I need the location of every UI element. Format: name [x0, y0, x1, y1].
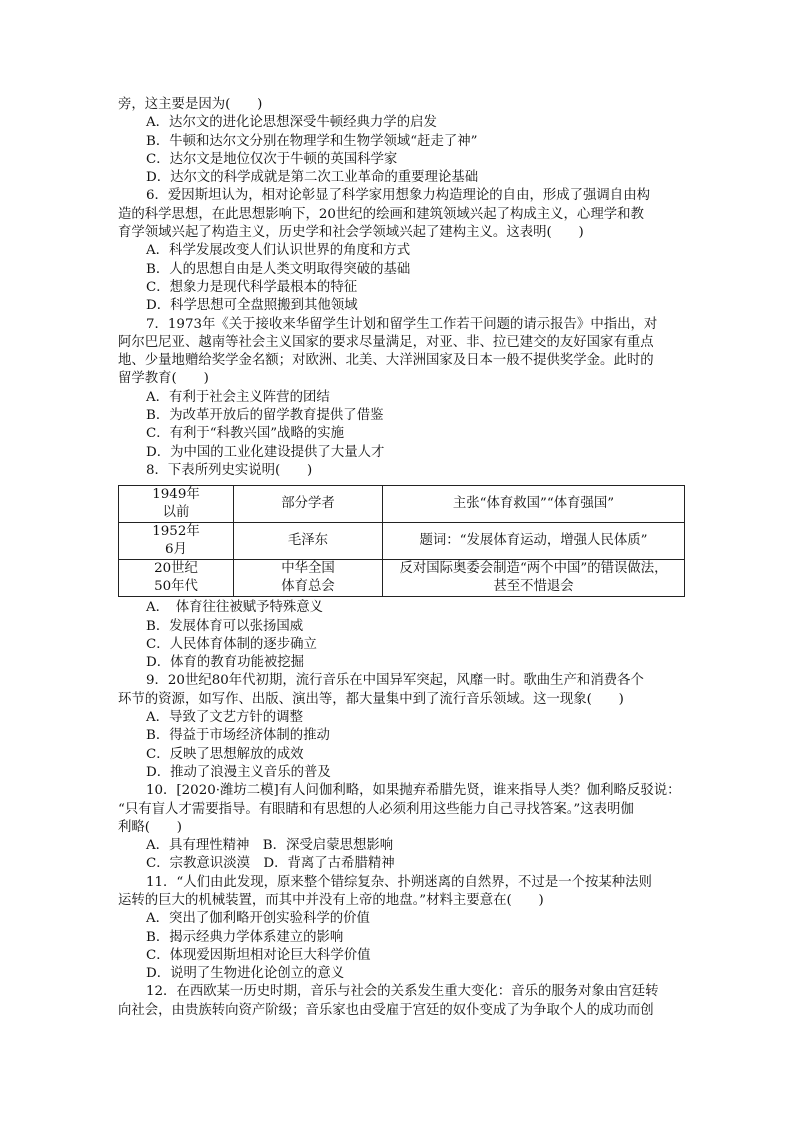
answer-option-line: D．科学思想可全盘照搬到其他领域 — [146, 298, 358, 314]
table-cell-text: 1952年 — [152, 524, 200, 540]
answer-option-line: D．体育的教育功能被挖掘 — [146, 655, 305, 671]
answer-option-line: C．想象力是现代科学最根本的特征 — [146, 279, 358, 295]
table-cell-text: 题词：“发展体育运动，增强人民体质” — [419, 533, 648, 549]
answer-option-line: A．科学发展改变人们认识世界的角度和方式 — [146, 243, 411, 259]
answer-option-line: A．具有理性精神 B．深受启蒙思想影响 — [146, 838, 394, 854]
answer-option-line: D．说明了生物进化论创立的意义 — [146, 966, 345, 982]
answer-option-line: D．推动了浪漫主义音乐的普及 — [146, 764, 331, 780]
table-cell-text: 20世纪 — [154, 561, 198, 577]
table-cell-actor — [234, 486, 383, 523]
table-cell-text: 部分学者 — [281, 496, 335, 512]
question-text-line: 利略( ) — [118, 819, 183, 835]
question-text-line: 环节的资源，如写作、出版、演出等，都大量集中到了流行音乐领域。这一现象( ) — [118, 691, 624, 707]
question-text-line: 向社会，由贵族转向资产阶级；音乐家也由受雇于宫廷的奴仆变成了为争取个人的成功而创 — [118, 1002, 654, 1018]
answer-option-line: A．突出了伽利略开创实验科学的价值 — [146, 911, 370, 927]
answer-option-line: C．体现爱因斯坦相对论巨大科学价值 — [146, 947, 371, 963]
question-stem-line: 11．“人们由此发现，原来整个错综复杂、扑朔迷离的自然界，不过是一个按某种法则 — [146, 874, 652, 890]
history-facts-table — [118, 485, 685, 597]
answer-option-line: C．人民体育体制的逐步确立 — [146, 636, 317, 652]
table-cell-text: 反对国际奥委会制造“两个中国”的错误做法， — [399, 561, 668, 577]
question-text-line: 留学教育( ) — [118, 371, 209, 387]
question-block-after-table — [118, 599, 685, 1020]
question-stem-line: 9．20世纪80年代初期，流行音乐在中国异军突起，风靡一时。歌曲生产和消费各个 — [146, 673, 644, 689]
table-cell-actor — [234, 523, 383, 560]
table-cell-period — [119, 560, 234, 597]
answer-option-line: C．有利于“科教兴国”战略的实施 — [146, 426, 345, 442]
answer-option-line: A．导致了文艺方针的调整 — [146, 710, 303, 726]
answer-option-line: B．牛顿和达尔文分别在物理学和生物学领域“赶走了神” — [146, 133, 478, 149]
table-row — [119, 523, 685, 560]
answer-option-line: C．反映了思想解放的成效 — [146, 746, 304, 762]
answer-option-line: A．达尔文的进化论思想深受牛顿经典力学的启发 — [146, 115, 437, 131]
question-stem-line: 10．[2020·潍坊二模]有人问伽利略，如果抛弃希腊先贤，谁来指导人类？伽利略反驳说： — [146, 783, 681, 799]
question-stem-line: 8．下表所列史实说明( ) — [146, 462, 313, 478]
answer-option-line: B．得益于市场经济体制的推动 — [146, 728, 330, 744]
answer-option-line: B．人的思想自由是人类文明取得突破的基础 — [146, 261, 411, 277]
question-text-line: 造的科学思想，在此思想影响下，20世纪的绘画和建筑领域兴起了构成主义，心理学和教 — [118, 206, 644, 222]
question-stem-line: 7．1973年《关于接收来华留学生计划和留学生工作若干问题的请示报告》中指出，对 — [146, 316, 658, 332]
question-text-line: 阿尔巴尼亚、越南等社会主义国家的要求尽量满足，对亚、非、拉已建交的友好国家有重点 — [118, 334, 654, 350]
table-cell-event — [383, 560, 685, 597]
question-text-line: “只有盲人才需要指导。有眼睛和有思想的人必须利用这些能力自己寻找答案。”这表明伽 — [118, 801, 634, 817]
table-cell-text: 1949年 — [152, 487, 200, 503]
question-stem-line: 12．在西欧某一历史时期，音乐与社会的关系发生重大变化：音乐的服务对象由宫廷转 — [146, 984, 659, 1000]
table-cell-text: 甚至不惜退会 — [493, 579, 574, 595]
answer-option-line: C．宗教意识淡漠 D．背离了古希腊精神 — [146, 856, 395, 872]
question-block-before-table — [118, 96, 685, 480]
table-cell-text: 中华全国 — [281, 561, 335, 577]
table-cell-event — [383, 486, 685, 523]
table-cell-event — [383, 523, 685, 560]
answer-option-line: B．揭示经典力学体系建立的影响 — [146, 929, 344, 945]
answer-option-line: D．为中国的工业化建设提供了大量人才 — [146, 444, 385, 460]
table-cell-text: 体育总会 — [281, 579, 335, 595]
table-cell-period — [119, 486, 234, 523]
question-text-line: 旁，这主要是因为( ) — [118, 97, 263, 112]
question-text-line: 运转的巨大的机械装置，而其中并没有上帝的地盘。”材料主要意在( ) — [118, 892, 544, 908]
answer-option-line: B．发展体育可以张扬国威 — [146, 618, 304, 634]
document-page — [118, 96, 685, 1020]
answer-option-line: A．有利于社会主义阵营的团结 — [146, 389, 330, 405]
answer-option-line: B．为改革开放后的留学教育提供了借鉴 — [146, 408, 384, 424]
table-cell-text: 6月 — [165, 542, 187, 558]
table-cell-period — [119, 523, 234, 560]
table-cell-actor — [234, 560, 383, 597]
table-cell-text: 毛泽东 — [287, 533, 329, 549]
table-cell-text: 主张“体育救国”“体育强国” — [452, 496, 615, 512]
table-cell-text: 50年代 — [154, 579, 198, 595]
answer-option-line: C．达尔文是地位仅次于牛顿的英国科学家 — [146, 151, 398, 167]
answer-option-line: A． 体育往往被赋予特殊意义 — [146, 600, 324, 616]
answer-option-line: D．达尔文的科学成就是第二次工业革命的重要理论基础 — [146, 170, 479, 186]
question-text-line: 地、少量地赠给奖学金名额；对欧洲、北美、大洋洲国家及日本一般不提供奖学金。此时的 — [118, 353, 654, 369]
question-stem-line: 6．爱因斯坦认为，相对论彰显了科学家用想象力构造理论的自由，形成了强调自由构 — [146, 188, 650, 204]
table-row — [119, 560, 685, 597]
question-text-line: 育学领域兴起了构造主义，历史学和社会学领域兴起了建构主义。这表明( ) — [118, 225, 584, 241]
table-row — [119, 486, 685, 523]
table-cell-text: 以前 — [162, 505, 190, 521]
